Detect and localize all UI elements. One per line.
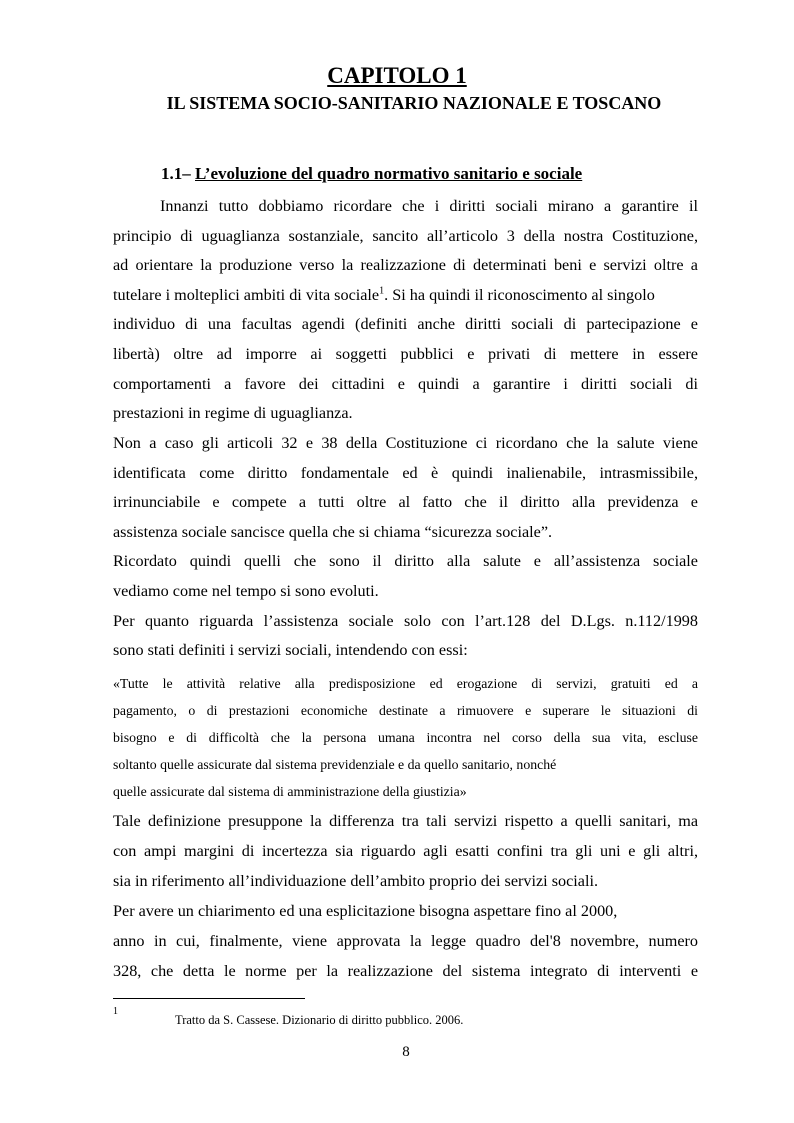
quote-line: soltanto quelle assicurate dal sistema previdenziale e da quello sanitario, nonché (113, 757, 557, 772)
footnote-reference: 1 (379, 285, 385, 297)
chapter-title: CAPITOLO 1 (327, 63, 467, 88)
body-line: ad orientare la produzione verso la realizzazione di determinati beni e servizi oltre a (113, 256, 698, 274)
quote-line: pagamento, o di prestazioni economiche destinate a rimuovere e superare le situazioni di (113, 703, 698, 718)
quote-line: «Tutte le attività relative alla predisposizione ed erogazione di servizi, gratuiti ed a (113, 676, 698, 691)
body-line: Ricordato quindi quelli che sono il diritto alla salute e all’assistenza sociale (113, 552, 698, 570)
body-line: libertà) oltre ad imporre ai soggetti pubblici e privati di mettere in essere (113, 345, 698, 363)
footnote-divider (113, 998, 305, 999)
body-line: Innanzi tutto dobbiamo ricordare che i diritti sociali mirano a garantire il (160, 197, 698, 215)
footnote-mark: 1 (113, 1006, 118, 1017)
body-line: Per avere un chiarimento ed una esplicitazione bisogna aspettare fino al 2000, (113, 902, 618, 920)
body-line: sia in riferimento all’individuazione dell’ambito proprio dei servizi sociali. (113, 872, 599, 890)
body-line: individuo di una facultas agendi (definiti anche diritti sociali di partecipazione e (113, 315, 698, 333)
section-heading (161, 162, 582, 186)
body-line: principio di uguaglianza sostanziale, sancito all’articolo 3 della nostra Costituzione, (113, 227, 698, 245)
body-line: Non a caso gli articoli 32 e 38 della Costituzione ci ricordano che la salute viene (113, 434, 698, 452)
body-line: irrinunciabile e compete a tutti oltre al fatto che il diritto alla previdenza e (113, 493, 698, 511)
body-line-with-footnote: tutelare i molteplici ambiti di vita sociale$^1$. Si ha quindi il riconoscimento al singolo (113, 285, 655, 304)
body-line: Tale definizione presuppone la differenza tra tali servizi rispetto a quelli sanitari, ma (113, 812, 698, 830)
body-line: vediamo come nel tempo si sono evoluti. (113, 582, 379, 600)
body-line: identificata come diritto fondamentale ed è quindi inalienabile, intrasmissibile, (113, 464, 698, 482)
page-number: 8 (402, 1044, 410, 1060)
footnote-text: Tratto da S. Cassese. Dizionario di diritto pubblico. 2006. (175, 1013, 464, 1027)
body-line: assistenza sociale sancisce quella che si chiama “sicurezza sociale”. (113, 523, 553, 541)
body-line: 328, che detta le norme per la realizzazione del sistema integrato di interventi e (113, 962, 698, 980)
body-line: comportamenti a favore dei cittadini e quindi a garantire i diritti sociali di (113, 375, 698, 393)
body-line: sono stati definiti i servizi sociali, intendendo con essi: (113, 641, 468, 659)
quote-line: bisogno e di difficoltà che la persona umana incontra nel corso della sua vita, escluse (113, 730, 698, 745)
body-line: prestazioni in regime di uguaglianza. (113, 404, 353, 422)
section-title: L’evoluzione del quadro normativo sanitario e sociale (195, 164, 583, 183)
body-line: con ampi margini di incertezza sia riguardo agli esatti confini tra gli uni e gli altri, (113, 842, 698, 860)
quote-line: quelle assicurate dal sistema di amministrazione della giustizia» (113, 784, 467, 799)
body-line: Per quanto riguarda l’assistenza sociale solo con l’art.128 del D.Lgs. n.112/1998 (113, 612, 698, 630)
chapter-subtitle: IL SISTEMA SOCIO-SANITARIO NAZIONALE E TOSCANO (166, 93, 662, 113)
body-line: anno in cui, finalmente, viene approvata la legge quadro del'8 novembre, numero (113, 932, 698, 950)
section-number: 1.1– (161, 164, 191, 183)
